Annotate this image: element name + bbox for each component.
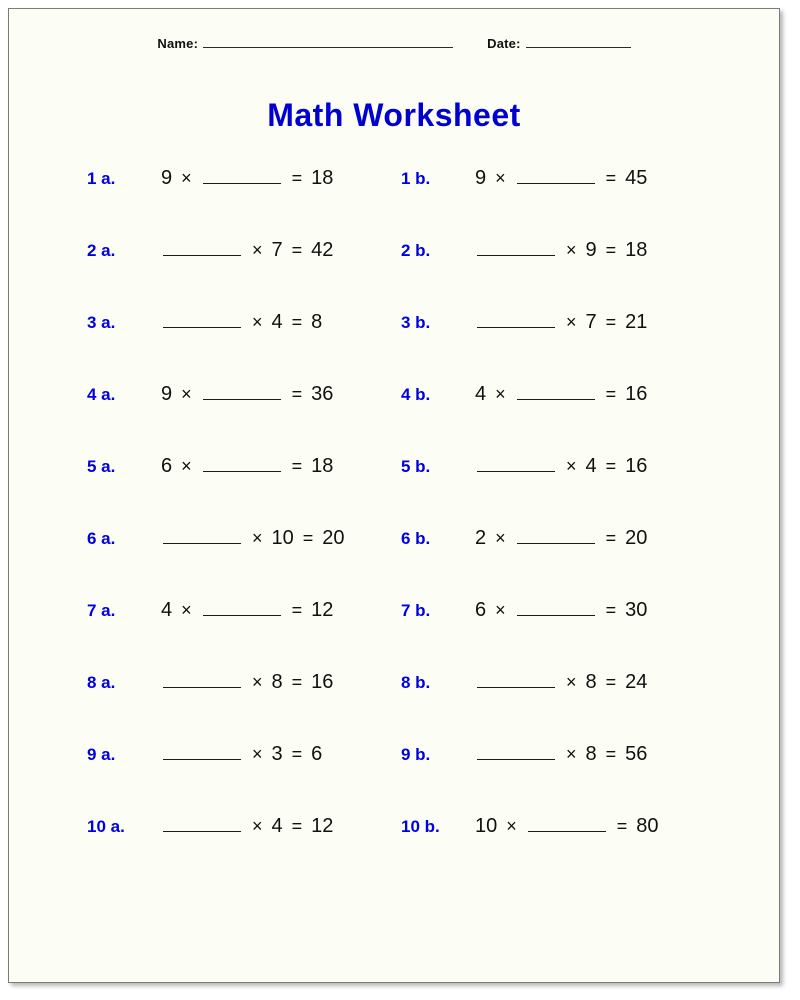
answer-blank[interactable] [477, 240, 555, 256]
problem-expression [161, 671, 333, 694]
problem-7a [9, 599, 349, 622]
name-label: Name: [157, 36, 199, 51]
multiply-sign: × [506, 816, 517, 836]
problem-label: 7 b. [401, 601, 431, 620]
problem-label: 6 a. [87, 529, 116, 548]
problem-expression [161, 527, 345, 550]
problem-label: 9 b. [401, 745, 431, 764]
problem-expression [475, 599, 647, 622]
equals-sign: = [605, 240, 617, 260]
multiply-sign: × [566, 456, 577, 476]
problem-expression [475, 671, 647, 694]
problem-expression [161, 311, 322, 334]
result-value: 36 [311, 383, 334, 405]
problem-expression [161, 383, 333, 406]
problem-label: 8 b. [401, 673, 431, 692]
problem-label: 5 b. [401, 457, 431, 476]
operand-left: 4 [475, 383, 487, 405]
problem-label: 2 a. [87, 241, 116, 260]
multiply-sign: × [252, 744, 263, 764]
problem-10b [349, 815, 709, 838]
problem-expression [475, 527, 647, 550]
answer-blank[interactable] [477, 312, 555, 328]
result-value: 20 [625, 527, 648, 549]
operand-right: 4 [271, 815, 283, 837]
operand-right: 8 [271, 671, 283, 693]
problem-4a [9, 383, 349, 406]
equals-sign: = [616, 816, 628, 836]
problem-9a [9, 743, 349, 766]
answer-blank[interactable] [517, 528, 595, 544]
equals-sign: = [291, 672, 303, 692]
problem-row [9, 455, 779, 527]
answer-blank[interactable] [477, 744, 555, 760]
equals-sign: = [291, 816, 303, 836]
problem-expression [475, 455, 647, 478]
problem-expression [161, 815, 333, 838]
problem-label: 3 b. [401, 313, 431, 332]
problem-expression [161, 167, 333, 190]
problem-label: 1 a. [87, 169, 116, 188]
result-value: 45 [625, 167, 648, 189]
operand-right: 4 [585, 455, 597, 477]
problem-7b [349, 599, 709, 622]
result-value: 80 [636, 815, 659, 837]
multiply-sign: × [495, 384, 506, 404]
result-value: 18 [311, 455, 334, 477]
operand-left: 10 [475, 815, 498, 837]
problem-label: 8 a. [87, 673, 116, 692]
date-blank-line[interactable] [526, 35, 631, 48]
equals-sign: = [605, 168, 617, 188]
problem-2a [9, 239, 349, 262]
problem-label: 1 b. [401, 169, 431, 188]
multiply-sign: × [181, 168, 192, 188]
problem-label: 3 a. [87, 313, 116, 332]
operand-left: 9 [161, 383, 173, 405]
result-value: 16 [311, 671, 334, 693]
operand-right: 3 [271, 743, 283, 765]
problem-expression [475, 311, 647, 334]
answer-blank[interactable] [163, 528, 241, 544]
equals-sign: = [291, 240, 303, 260]
multiply-sign: × [566, 672, 577, 692]
problem-expression [161, 599, 333, 622]
result-value: 12 [311, 599, 334, 621]
problem-10a [9, 815, 349, 838]
multiply-sign: × [495, 600, 506, 620]
multiply-sign: × [252, 312, 263, 332]
result-value: 56 [625, 743, 648, 765]
multiply-sign: × [252, 528, 263, 548]
problem-8b [349, 671, 709, 694]
equals-sign: = [291, 456, 303, 476]
multiply-sign: × [566, 240, 577, 260]
multiply-sign: × [495, 528, 506, 548]
problem-row [9, 383, 779, 455]
date-field [487, 35, 631, 51]
answer-blank[interactable] [517, 168, 595, 184]
problem-label: 4 b. [401, 385, 431, 404]
multiply-sign: × [495, 168, 506, 188]
problem-label: 9 a. [87, 745, 116, 764]
problem-8a [9, 671, 349, 694]
problem-label: 10 b. [401, 817, 440, 836]
result-value: 18 [625, 239, 648, 261]
equals-sign: = [605, 456, 617, 476]
problem-expression [475, 167, 647, 190]
answer-blank[interactable] [163, 312, 241, 328]
answer-blank[interactable] [477, 672, 555, 688]
operand-left: 6 [475, 599, 487, 621]
date-label: Date: [487, 36, 521, 51]
result-value: 8 [311, 311, 323, 333]
result-value: 16 [625, 383, 648, 405]
multiply-sign: × [181, 456, 192, 476]
multiply-sign: × [566, 312, 577, 332]
problem-row [9, 815, 779, 887]
operand-right: 8 [585, 671, 597, 693]
problem-2b [349, 239, 709, 262]
answer-blank[interactable] [163, 744, 241, 760]
operand-right: 10 [271, 527, 294, 549]
answer-blank[interactable] [203, 600, 281, 616]
result-value: 6 [311, 743, 323, 765]
answer-blank[interactable] [528, 816, 606, 832]
problem-expression [161, 455, 333, 478]
problem-6a [9, 527, 349, 550]
page-title: Math Worksheet [267, 97, 521, 133]
equals-sign: = [605, 312, 617, 332]
problem-expression [475, 743, 647, 766]
equals-sign: = [605, 384, 617, 404]
equals-sign: = [605, 600, 617, 620]
equals-sign: = [605, 528, 617, 548]
operand-right: 7 [585, 311, 597, 333]
problem-label: 4 a. [87, 385, 116, 404]
problem-list [9, 167, 779, 887]
problem-expression [475, 815, 659, 838]
problem-4b [349, 383, 709, 406]
problem-row [9, 599, 779, 671]
problem-row [9, 311, 779, 383]
worksheet-page [8, 8, 780, 983]
result-value: 21 [625, 311, 648, 333]
problem-label: 2 b. [401, 241, 431, 260]
equals-sign: = [291, 600, 303, 620]
result-value: 30 [625, 599, 648, 621]
operand-right: 9 [585, 239, 597, 261]
problem-5a [9, 455, 349, 478]
problem-label: 6 b. [401, 529, 431, 548]
answer-blank[interactable] [203, 456, 281, 472]
answer-blank[interactable] [163, 816, 241, 832]
result-value: 24 [625, 671, 648, 693]
operand-right: 4 [271, 311, 283, 333]
answer-blank[interactable] [517, 384, 595, 400]
multiply-sign: × [252, 672, 263, 692]
answer-blank[interactable] [517, 600, 595, 616]
problem-label: 7 a. [87, 601, 116, 620]
equals-sign: = [291, 384, 303, 404]
problem-row [9, 671, 779, 743]
problem-row [9, 527, 779, 599]
problem-1a [9, 167, 349, 190]
equals-sign: = [605, 744, 617, 764]
problem-5b [349, 455, 709, 478]
problem-label: 5 a. [87, 457, 116, 476]
problem-expression [475, 239, 647, 262]
problem-expression [475, 383, 647, 406]
equals-sign: = [302, 528, 314, 548]
answer-blank[interactable] [477, 456, 555, 472]
multiply-sign: × [566, 744, 577, 764]
problem-6b [349, 527, 709, 550]
equals-sign: = [291, 744, 303, 764]
operand-left: 9 [161, 167, 173, 189]
result-value: 42 [311, 239, 334, 261]
problem-expression [161, 239, 333, 262]
result-value: 20 [322, 527, 345, 549]
name-blank-line[interactable] [203, 35, 453, 48]
problem-expression [161, 743, 322, 766]
problem-label: 10 a. [87, 817, 125, 836]
problem-row [9, 239, 779, 311]
problem-3a [9, 311, 349, 334]
operand-left: 4 [161, 599, 173, 621]
operand-left: 6 [161, 455, 173, 477]
operand-left: 2 [475, 527, 487, 549]
answer-blank[interactable] [203, 168, 281, 184]
problem-row [9, 743, 779, 815]
multiply-sign: × [181, 600, 192, 620]
answer-blank[interactable] [163, 672, 241, 688]
multiply-sign: × [252, 816, 263, 836]
operand-left: 9 [475, 167, 487, 189]
result-value: 18 [311, 167, 334, 189]
problem-9b [349, 743, 709, 766]
name-field [157, 35, 453, 51]
result-value: 16 [625, 455, 648, 477]
equals-sign: = [291, 312, 303, 332]
header-fields [9, 35, 779, 51]
equals-sign: = [291, 168, 303, 188]
answer-blank[interactable] [203, 384, 281, 400]
problem-3b [349, 311, 709, 334]
problem-row [9, 167, 779, 239]
multiply-sign: × [252, 240, 263, 260]
operand-right: 8 [585, 743, 597, 765]
operand-right: 7 [271, 239, 283, 261]
equals-sign: = [605, 672, 617, 692]
result-value: 12 [311, 815, 334, 837]
answer-blank[interactable] [163, 240, 241, 256]
problem-1b [349, 167, 709, 190]
multiply-sign: × [181, 384, 192, 404]
